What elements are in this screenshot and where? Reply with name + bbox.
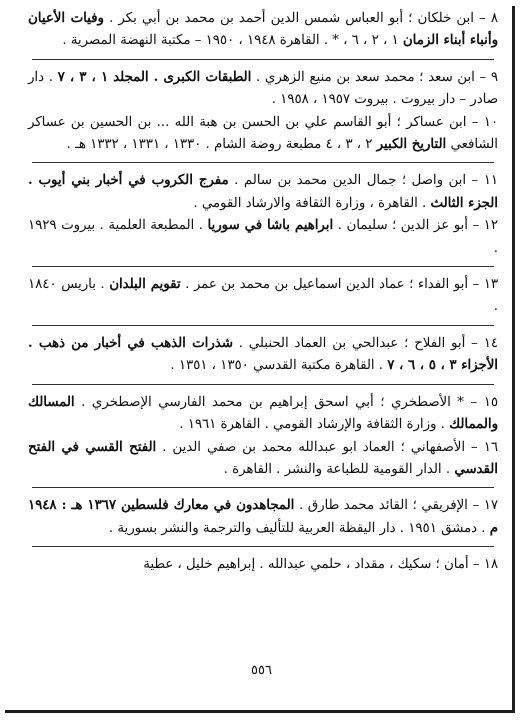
bibliography-entry-18: ١٨ – أمان ؛ سكيك ، مقداد ، حلمي عبدالله . إبراهيم خليل ، عطية: [143, 557, 498, 573]
page-number: ٥٥٦: [251, 663, 272, 678]
entry-title: الفتح القسي في الفتح القدسي: [28, 439, 498, 477]
entry-title: المسالك والممالك: [28, 394, 498, 433]
divider: [32, 384, 494, 385]
entry-title: مفرج الكروب في أخبار بني أيوب . الجزء الثالث: [28, 173, 498, 211]
entry-title: تقويم البلدان: [109, 277, 181, 293]
bibliography-entry-9: ٩ – ابن سعد ؛ محمد سعد بن منيع الزهري . الطبقات الكبرى . المجلد ١ ، ٣ ، ٧ . دار صادر – دار بيروت . بيروت ١٩٥٧ ، ١٩٥٨ .: [28, 69, 498, 108]
bibliography-entry-13: ١٣ – أبو الفداء ؛ عماد الدين اسماعيل بن محمد بن عمر . تقويم البلدان . باريس ١٨٤٠ .: [28, 277, 498, 315]
bibliography-entry-14: ١٤ – أبو الفلاح ؛ عبدالحي بن العماد الحنبلي . شذرات الذهب في أخبار من ذهب . الأجزاء ٣ ، ٥ ، ٦ ، ٧ . القاهرة مكتبة القدسي ١٣٥٠ ، ١٣٥١ .: [28, 335, 498, 374]
bibliography-entry-8: ٨ – ابن خلكان ؛ أبو العباس شمس الدين أحمد بن محمد بن أبي بكر . وفيات الأعيان وأنباء أبناء الزمان ١ ، ٢ ، ٦ ، * . القاهرة ١٩٤٨ ، ١٩٥٠ – مكتبة النهضة المصرية .: [28, 11, 498, 49]
divider: [32, 546, 494, 547]
divider: [32, 487, 494, 488]
bibliography-page: [28, 8, 498, 577]
bibliography-entry-12: ١٢ – أبو عز الدين ؛ سليمان . ابراهيم باشا في سوريا . المطبعة العلمية . بيروت ١٩٢٩ .: [28, 218, 498, 256]
bibliography-entry-17: ١٧ – الإفريقي ؛ القائد محمد طارق . المجاهدون في معارك فلسطين ١٣٦٧ هـ : ١٩٤٨ م . دمشق ١٩٥١ . دار اليقظة العربية للتأليف والترجمة والنشر بسورية .: [28, 498, 498, 536]
divider: [32, 325, 494, 326]
entry-title: شذرات الذهب في أخبار من ذهب . الأجزاء ٣ ، ٥ ، ٦ ، ٧: [28, 335, 498, 374]
bibliography-entry-10: ١٠ – ابن عساكر ؛ أبو القاسم علي بن الحسن بن هبة الله ... بن الحسين بن عساكر الشافعي التاريخ الكبير ٢ ، ٣ ، ٤ مطبعة روضة الشام . ١٣٣٠ ، ١٣٣١ ، ١٣٣٢ هـ .: [28, 114, 498, 153]
entry-title: الطبقات الكبرى . المجلد ١ ، ٣ ، ٧: [57, 69, 252, 85]
bibliography-entry-16: ١٦ – الأصفهاني ؛ العماد ابو عبدالله محمد بن صفي الدين . الفتح القسي في الفتح القدسي . الدار القومية للطباعة والنشر . القاهرة .: [28, 439, 498, 477]
divider: [32, 266, 494, 267]
entry-title: وفيات الأعيان وأنباء أبناء الزمان: [28, 11, 498, 49]
bibliography-entry-11: ١١ – ابن واصل ؛ جمال الدين محمد بن سالم . مفرج الكروب في أخبار بني أيوب . الجزء الثالث . القاهرة ، وزارة الثقافة والارشاد القومي .: [28, 173, 498, 211]
divider: [32, 162, 494, 163]
entry-title: التاريخ الكبير: [376, 137, 447, 153]
divider: [32, 59, 494, 60]
entry-title: المجاهدون في معارك فلسطين ١٣٦٧ هـ : ١٩٤٨ م: [28, 498, 498, 536]
bibliography-entry-15: ١٥ – * الأصطخري ؛ أبي اسحق إبراهيم بن محمد الفارسي الإصطخري . المسالك والممالك . وزارة الثقافة والإرشاد القومي . القاهرة ١٩٦١ .: [28, 394, 498, 433]
entry-title: ابراهيم باشا في سوريا: [207, 218, 334, 234]
